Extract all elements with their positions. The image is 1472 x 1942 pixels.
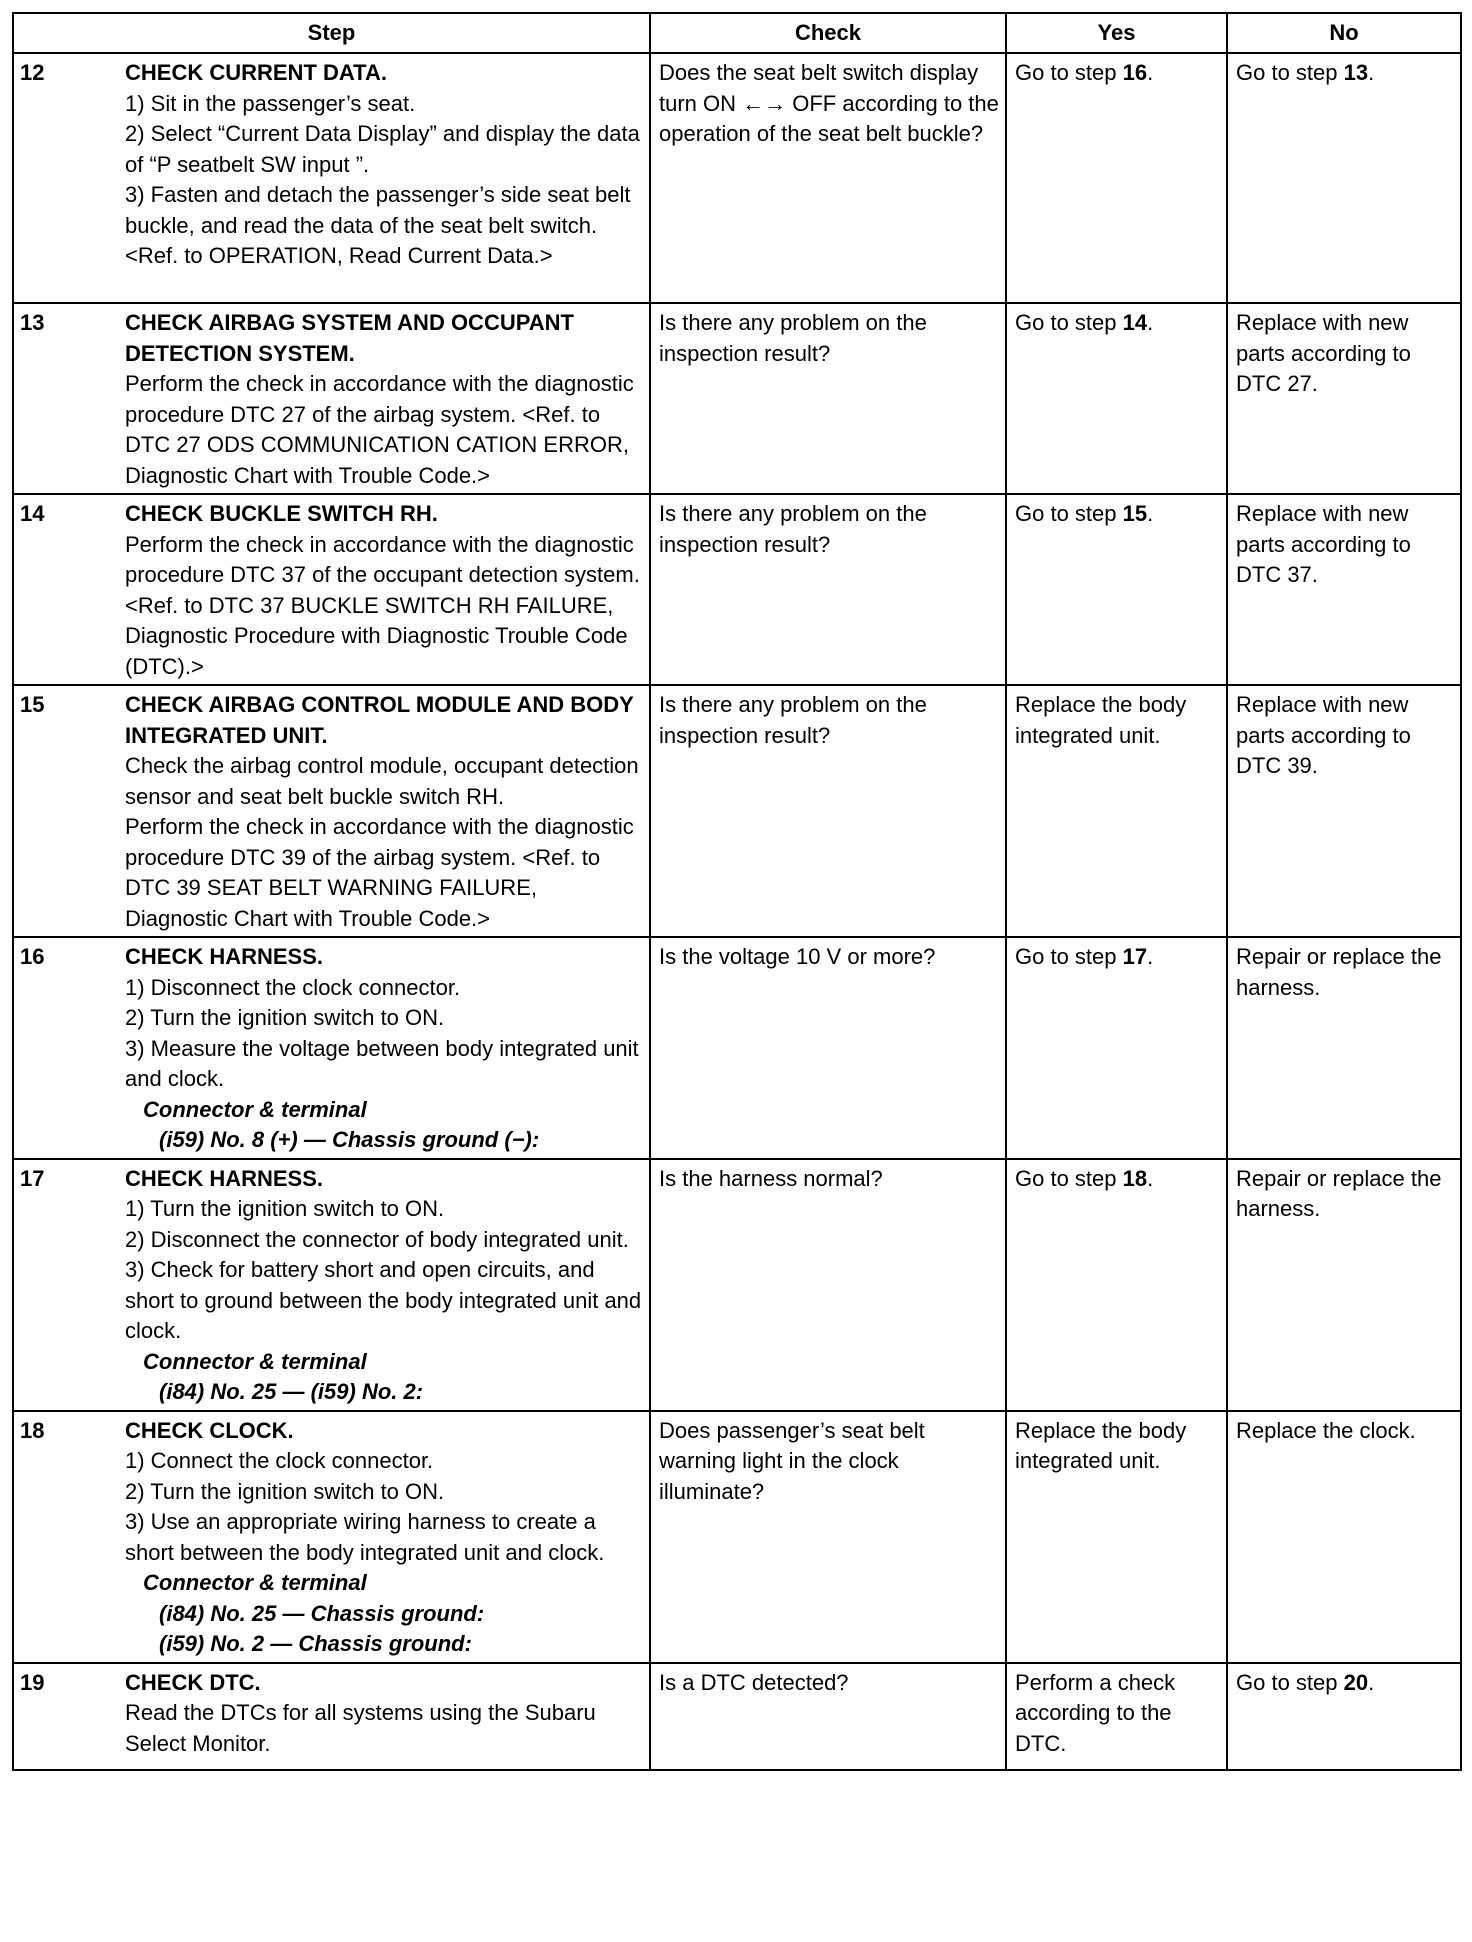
no-cell <box>1227 53 1461 303</box>
step-instruction: Check the airbag control module, occupant detection sensor and seat belt buckle switch RH. <box>125 753 639 809</box>
no-cell <box>1227 685 1461 937</box>
step-number: 17 <box>13 1159 123 1411</box>
step-instruction: 1) Sit in the passenger’s seat. <box>125 90 416 116</box>
yes-text: Perform a check according to the DTC. <box>1015 1669 1176 1756</box>
yes-text: Go to step <box>1015 944 1123 969</box>
no-text: Go to step <box>1236 1669 1344 1695</box>
check-cell: Does passenger’s seat belt warning light in the clock illuminate? <box>650 1411 1006 1663</box>
no-cell <box>1227 303 1461 494</box>
yes-text: Go to step <box>1015 310 1123 335</box>
step-cell <box>123 303 650 494</box>
connector-terminal: Connector & terminal <box>143 1570 367 1595</box>
header-check: Check <box>650 13 1006 53</box>
yes-step-ref: 14 <box>1122 310 1148 335</box>
yes-suffix: . <box>1147 1165 1154 1191</box>
no-cell <box>1227 1663 1461 1770</box>
no-text: Go to step <box>1236 60 1344 85</box>
step-number: 14 <box>13 494 123 685</box>
table-row <box>13 937 1461 1159</box>
step-instruction: Perform the check in accordance with the diagnostic procedure DTC 27 of the airbag system. <Ref. to DTC 27 ODS COMMUNICATION CATION ERROR, Diagnostic Chart with Trouble Code.> <box>125 371 634 488</box>
step-cell <box>123 1159 650 1411</box>
no-cell <box>1227 494 1461 685</box>
header-row <box>13 13 1461 53</box>
step-instruction: 3) Fasten and detach the passenger’s side seat belt buckle, and read the data of the seat belt switch. <Ref. to OPERATION, Read Current Data.> <box>125 182 631 268</box>
connector-terminal: Connector & terminal <box>143 1348 367 1374</box>
yes-text: Replace the body integrated unit. <box>1015 692 1187 748</box>
no-text: Replace with new parts according to DTC 37. <box>1236 501 1411 587</box>
table-row <box>13 1411 1461 1663</box>
step-instruction: 1) Disconnect the clock connector. <box>125 974 461 1000</box>
step-instruction: Read the DTCs for all systems using the Subaru Select Monitor. <box>125 1700 596 1756</box>
table-row <box>13 685 1461 937</box>
check-cell: Is there any problem on the inspection result? <box>650 303 1006 494</box>
table-row <box>13 1159 1461 1411</box>
yes-step-ref: 15 <box>1122 501 1148 526</box>
connector-terminal: (i59) No. 8 (+) — Chassis ground (−): <box>159 1127 540 1152</box>
step-instruction: 3) Use an appropriate wiring harness to create a short between the body integrated unit and clock. <box>125 1509 605 1565</box>
no-cell <box>1227 1159 1461 1411</box>
yes-text: Replace the body integrated unit. <box>1015 1417 1187 1473</box>
check-cell: Is the voltage 10 V or more? <box>650 937 1006 1159</box>
yes-cell <box>1006 685 1227 937</box>
step-instruction: 1) Connect the clock connector. <box>125 1448 434 1473</box>
check-cell: Is the harness normal? <box>650 1159 1006 1411</box>
yes-text: Go to step <box>1015 1165 1123 1191</box>
diagnostic-table <box>12 12 1462 1771</box>
header-step: Step <box>13 13 650 53</box>
no-suffix: . <box>1368 60 1375 85</box>
table-row <box>13 303 1461 494</box>
step-title: CHECK AIRBAG SYSTEM AND OCCUPANT DETECTION SYSTEM. <box>125 310 574 366</box>
connector-terminal: (i59) No. 2 — Chassis ground: <box>159 1631 472 1656</box>
step-cell <box>123 1411 650 1663</box>
step-number: 18 <box>13 1411 123 1663</box>
no-text: Replace the clock. <box>1236 1417 1416 1443</box>
step-number: 12 <box>13 53 123 303</box>
yes-cell <box>1006 303 1227 494</box>
no-step-ref: 20 <box>1343 1669 1369 1695</box>
yes-cell <box>1006 1411 1227 1663</box>
connector-terminal: (i84) No. 25 — (i59) No. 2: <box>159 1379 424 1404</box>
no-text: Repair or replace the harness. <box>1236 944 1442 1000</box>
step-number: 15 <box>13 685 123 937</box>
step-instruction: 3) Check for battery short and open circuits, and short to ground between the body integrated unit and clock. <box>125 1257 642 1343</box>
table-row <box>13 494 1461 685</box>
step-instruction: 1) Turn the ignition switch to ON. <box>125 1196 445 1221</box>
step-title: CHECK HARNESS. <box>125 1165 324 1191</box>
yes-text: Go to step <box>1015 60 1123 85</box>
yes-cell <box>1006 494 1227 685</box>
step-cell <box>123 53 650 303</box>
yes-cell <box>1006 937 1227 1159</box>
step-instruction: Perform the check in accordance with the diagnostic procedure DTC 39 of the airbag system. <Ref. to DTC 39 SEAT BELT WARNING FAILURE, Diagnostic Chart with Trouble Code.> <box>125 814 634 931</box>
step-cell <box>123 494 650 685</box>
check-cell: Is there any problem on the inspection result? <box>650 685 1006 937</box>
no-text: Repair or replace the harness. <box>1236 1165 1442 1221</box>
yes-cell <box>1006 53 1227 303</box>
step-cell <box>123 937 650 1159</box>
header-yes: Yes <box>1006 13 1227 53</box>
step-instruction: 2) Disconnect the connector of body integrated unit. <box>125 1226 629 1252</box>
yes-suffix: . <box>1147 944 1154 969</box>
table-row <box>13 53 1461 303</box>
step-title: CHECK AIRBAG CONTROL MODULE AND BODY INTEGRATED UNIT. <box>125 692 634 748</box>
step-title: CHECK HARNESS. <box>125 944 324 969</box>
yes-suffix: . <box>1147 60 1154 85</box>
no-cell <box>1227 937 1461 1159</box>
yes-step-ref: 18 <box>1122 1165 1148 1191</box>
yes-step-ref: 17 <box>1122 944 1148 969</box>
yes-suffix: . <box>1147 310 1154 335</box>
yes-cell <box>1006 1663 1227 1770</box>
step-number: 19 <box>13 1663 123 1770</box>
header-no: No <box>1227 13 1461 53</box>
no-text: Replace with new parts according to DTC 27. <box>1236 310 1411 396</box>
step-cell <box>123 685 650 937</box>
no-text: Replace with new parts according to DTC 39. <box>1236 692 1411 778</box>
no-step-ref: 13 <box>1343 60 1369 85</box>
step-instruction: 2) Select “Current Data Display” and display the data of “P seatbelt SW input ”. <box>125 121 640 177</box>
step-instruction: 2) Turn the ignition switch to ON. <box>125 1005 445 1030</box>
check-cell: Is there any problem on the inspection result? <box>650 494 1006 685</box>
connector-terminal: Connector & terminal <box>143 1096 367 1122</box>
step-title: CHECK CLOCK. <box>125 1417 294 1443</box>
step-instruction: 2) Turn the ignition switch to ON. <box>125 1478 445 1504</box>
step-instruction: Perform the check in accordance with the diagnostic procedure DTC 37 of the occupant detection system. <Ref. to DTC 37 BUCKLE SWITCH RH FAILURE, Diagnostic Procedure with Diagnostic Trouble Code (DTC).> <box>125 531 640 679</box>
connector-terminal: (i84) No. 25 — Chassis ground: <box>159 1600 485 1626</box>
yes-step-ref: 16 <box>1122 60 1148 85</box>
step-number: 16 <box>13 937 123 1159</box>
yes-text: Go to step <box>1015 501 1123 526</box>
yes-cell <box>1006 1159 1227 1411</box>
step-instruction: 3) Measure the voltage between body integrated unit and clock. <box>125 1035 639 1091</box>
check-cell: Is a DTC detected? <box>650 1663 1006 1770</box>
step-number: 13 <box>13 303 123 494</box>
no-suffix: . <box>1368 1669 1375 1695</box>
step-title: CHECK BUCKLE SWITCH RH. <box>125 501 438 526</box>
yes-suffix: . <box>1147 501 1154 526</box>
check-cell: Does the seat belt switch display turn ON ←→ OFF according to the operation of the seat belt buckle? <box>650 53 1006 303</box>
step-cell <box>123 1663 650 1770</box>
step-title: CHECK DTC. <box>125 1669 261 1695</box>
table-row <box>13 1663 1461 1770</box>
no-cell <box>1227 1411 1461 1663</box>
step-title: CHECK CURRENT DATA. <box>125 60 387 85</box>
